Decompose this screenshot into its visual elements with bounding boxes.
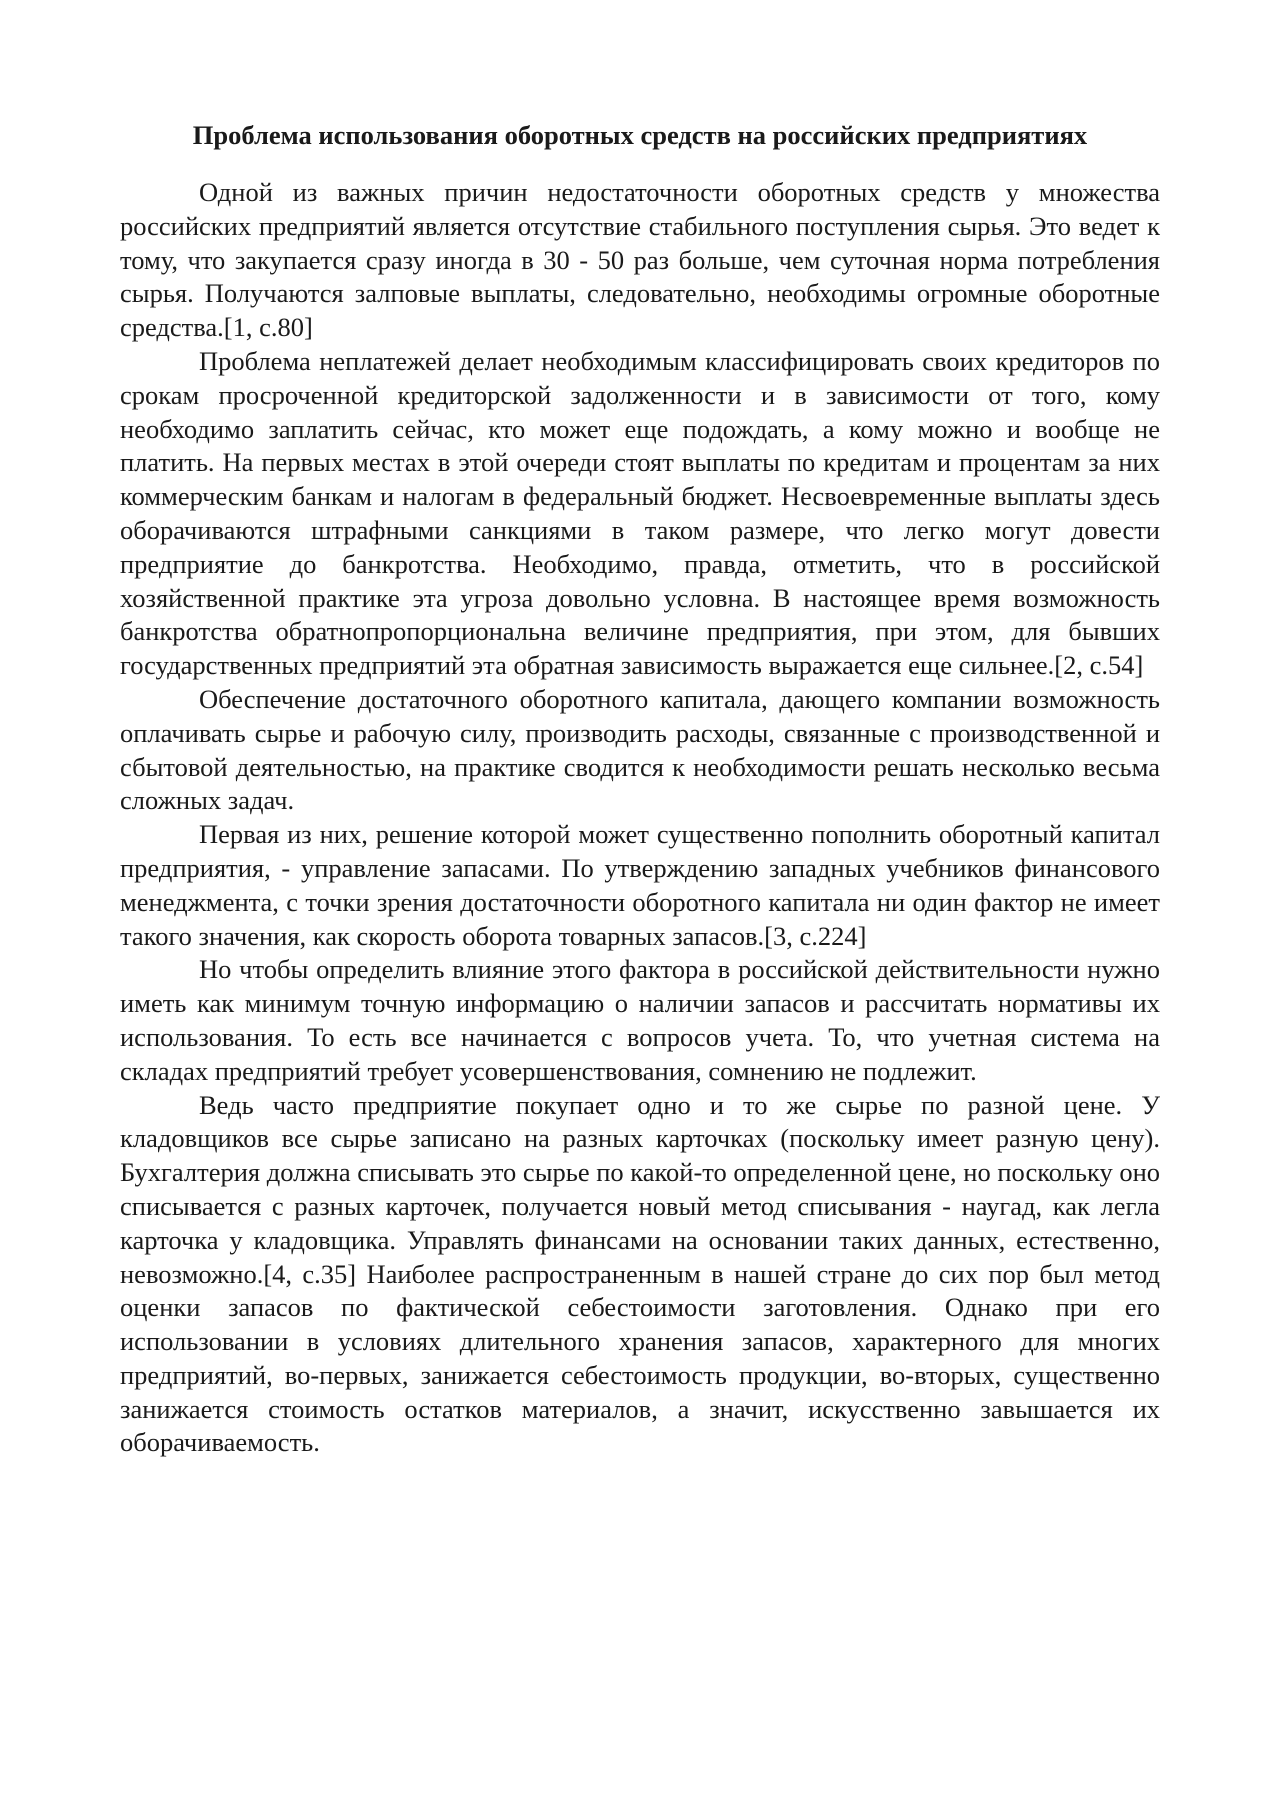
paragraph-pricing-methods: Ведь часто предприятие покупает одно и то же сырье по разной цене. У кладовщиков все сырье записано на разных карточках (поскольку имеет разную цену). Бухгалтерия должна списывать это сырье по какой-то определенной цене, но поскольку оно списывается с разных карточек, получается новый метод списывания - наугад, как легла карточка у кладовщика. Управлять финансами на основании таких данных, естественно, невозможно.[4, с.35] Наиболее распространенным в нашей стране до сих пор был метод оценки запасов по фактической себестоимости заготовления. Однако при его использовании в условиях длительного хранения запасов, характерного для многих предприятий, во-первых, занижается себестоимость продукции, во-вторых, существенно занижается стоимость остатков материалов, а значит, искусственно завышается их оборачиваемость. <box>120 1089 1160 1458</box>
paragraph-non-payments: Проблема неплатежей делает необходимым классифицировать своих кредиторов по срокам просроченной кредиторской задолженности и в зависимости от того, кому необходимо заплатить сейчас, кто может еще подождать, а кому можно и вообще не платить. На первых местах в этой очереди стоят выплаты по кредитам и процентам за них коммерческим банкам и налогам в федеральный бюджет. Несвоевременные выплаты здесь оборачиваются штрафными санкциями в таком размере, что легко могут довести предприятие до банкротства. Необходимо, правда, отметить, что в российской хозяйственной практике эта угроза довольно условна. В настоящее время возможность банкротства обратнопропорциональна величине предприятия, при этом, для бывших государственных предприятий эта обратная зависимость выражается еще сильнее.[2, с.54] <box>120 345 1160 681</box>
paragraph-accounting-issues: Но чтобы определить влияние этого фактора в российской действительности нужно иметь как минимум точную информацию о наличии запасов и рассчитать нормативы их использования. То есть все начинается с вопросов учета. То, что учетная система на складах предприятий требует усовершенствования, сомнению не подлежит. <box>120 954 1160 1086</box>
document-body <box>120 118 1160 1460</box>
paragraph-inventory-management: Первая из них, решение которой может существенно пополнить оборотный капитал предприятия, - управление запасами. По утверждению западных учебников финансового менеджмента, с точки зрения достаточности оборотного капитала ни один фактор не имеет такого значения, как скорость оборота товарных запасов.[3, с.224] <box>120 819 1160 951</box>
paragraph-raw-material-supply: Одной из важных причин недостаточности оборотных средств у множества российских предприятий является отсутствие стабильного поступления сырья. Это ведет к тому, что закупается сразу иногда в 30 - 50 раз больше, чем суточная норма потребления сырья. Получаются залповые выплаты, следовательно, необходимы огромные оборотные средства.[1, с.80] <box>120 177 1160 343</box>
paragraph-working-capital: Обеспечение достаточного оборотного капитала, дающего компании возможность оплачивать сырье и рабочую силу, производить расходы, связанные с производственной и сбытовой деятельностью, на практике сводится к необходимости решать несколько весьма сложных задач. <box>120 683 1160 816</box>
document-title: Проблема использования оборотных средств на российских предприятиях <box>192 120 1088 150</box>
